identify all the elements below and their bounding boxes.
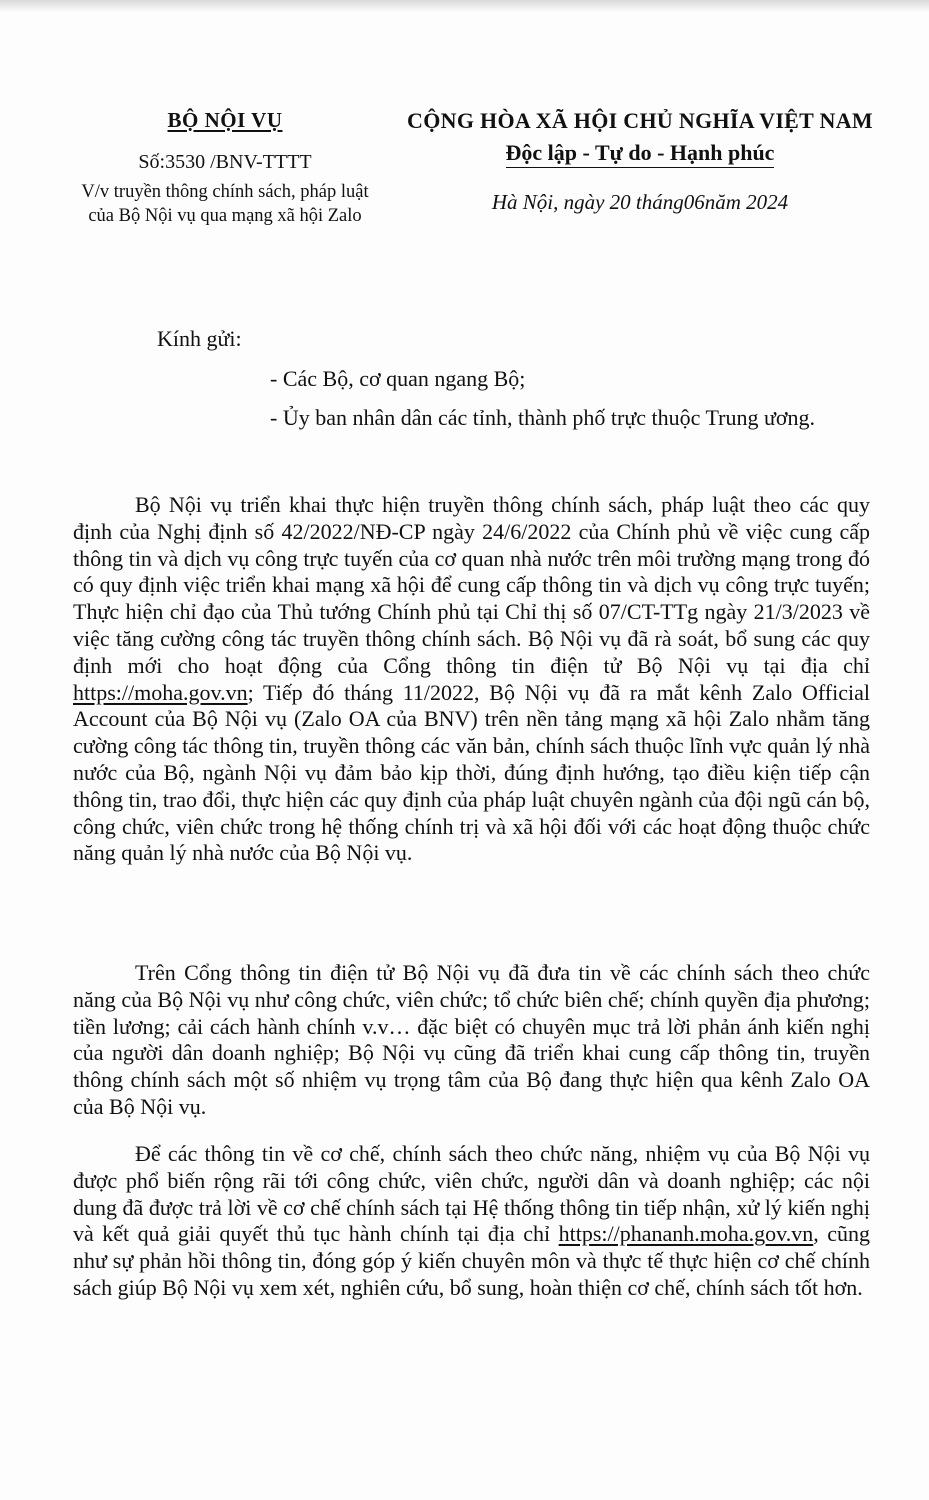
- body-paragraph-1: [73, 492, 870, 867]
- national-motto: Độc lập - Tự do - Hạnh phúc: [506, 140, 775, 168]
- body-paragraph-3: [73, 1141, 870, 1302]
- issuer-block: [40, 108, 410, 228]
- national-title: CỘNG HÒA XÃ HỘI CHỦ NGHĨA VIỆT NAM: [407, 108, 873, 133]
- issuing-agency: BỘ NỘI VỤ: [167, 108, 283, 132]
- recipient-item: - Các Bộ, cơ quan ngang Bộ;: [270, 366, 526, 391]
- paragraph-text: ; Tiếp đó tháng 11/2022, Bộ Nội vụ đã ra mắt kênh Zalo Official Account của Bộ Nội vụ (Zalo OA của BNV) trên nền tảng mạng xã hội Zalo nhằm tăng cường công tác thông tin, truyền thông các văn bản, chính sách thuộc lĩnh vực quản lý nhà nước của Bộ, ngành Nội vụ đảm bảo kịp thời, đúng định hướng, tạo điều kiện tiếp cận thông tin, trao đổi, thực hiện các quy định của pháp luật chuyên ngành của đội ngũ cán bộ, công chức, viên chức trong hệ thống chính trị và xã hội đối với các hoạt động thuộc chức năng quản lý nhà nước của Bộ Nội vụ.: [73, 679, 870, 866]
- paragraph-text: Để các thông tin về cơ chế, chính sách theo chức năng, nhiệm vụ của Bộ Nội vụ được phổ biến rộng rãi tới công chức, viên chức, người dân và doanh nghiệp; các nội dung đã được trả lời về cơ chế chính sách tại Hệ thống thông tin tiếp nhận, xử lý kiến nghị và kết quả giải quyết thủ tục hành chính tại địa chỉ: [73, 1141, 870, 1247]
- document-subject: [40, 180, 410, 228]
- phananh-portal-link[interactable]: https://phananh.moha.gov.vn: [558, 1221, 814, 1247]
- document-number: Số:3530 /BNV-TTTT: [138, 151, 312, 173]
- page-top-shadow: [0, 0, 929, 12]
- paragraph-text: Bộ Nội vụ triển khai thực hiện truyền thông chính sách, pháp luật theo các quy định của Nghị định số 42/2022/NĐ-CP ngày 24/6/2022 của Chính phủ về việc cung cấp thông tin và dịch vụ công trực tuyến của cơ quan nhà nước trên môi trường mạng trong đó có quy định việc triển khai mạng xã hội để cung cấp thông tin và dịch vụ công trực tuyến; Thực hiện chỉ đạo của Thủ tướng Chính phủ tại Chỉ thị số 07/CT-TTg ngày 21/3/2023 về việc tăng cường công tác truyền thông chính sách. Bộ Nội vụ đã rà soát, bổ sung các quy định mới cho hoạt động của Cổng thông tin điện tử Bộ Nội vụ tại địa chỉ: [73, 492, 870, 678]
- paragraph-text: , cũng như sự phản hồi thông tin, đóng góp ý kiến chuyên môn và thực tế thực hiện cơ chế chính sách giúp Bộ Nội vụ xem xét, nghiên cứu, bổ sung, hoàn thiện cơ chế, chính sách tốt hơn.: [73, 1221, 870, 1300]
- moha-portal-link[interactable]: https://moha.gov.vn: [73, 679, 248, 705]
- body-paragraph-2: Trên Cổng thông tin điện tử Bộ Nội vụ đã đưa tin về các chính sách theo chức năng của Bộ Nội vụ như công chức, viên chức; tổ chức biên chế; chính quyền địa phương; tiền lương; cải cách hành chính v.v… đặc biệt có chuyên mục trả lời phản ánh kiến nghị của người dân doanh nghiệp; Bộ Nội vụ cũng đã triển khai cung cấp thông tin, truyền thông chính sách một số nhiệm vụ trọng tâm của Bộ đang thực hiện qua kênh Zalo OA của Bộ Nội vụ.: [73, 960, 870, 1119]
- subject-line-1: V/v truyền thông chính sách, pháp luật: [81, 182, 369, 202]
- subject-line-2: của Bộ Nội vụ qua mạng xã hội Zalo: [88, 206, 362, 226]
- recipient-item: - Ủy ban nhân dân các tỉnh, thành phố trực thuộc Trung ương.: [270, 405, 816, 430]
- national-heading-block: [385, 108, 895, 215]
- recipients-heading: Kính gửi:: [157, 326, 242, 351]
- place-and-date: Hà Nội, ngày 20 tháng06năm 2024: [491, 190, 789, 214]
